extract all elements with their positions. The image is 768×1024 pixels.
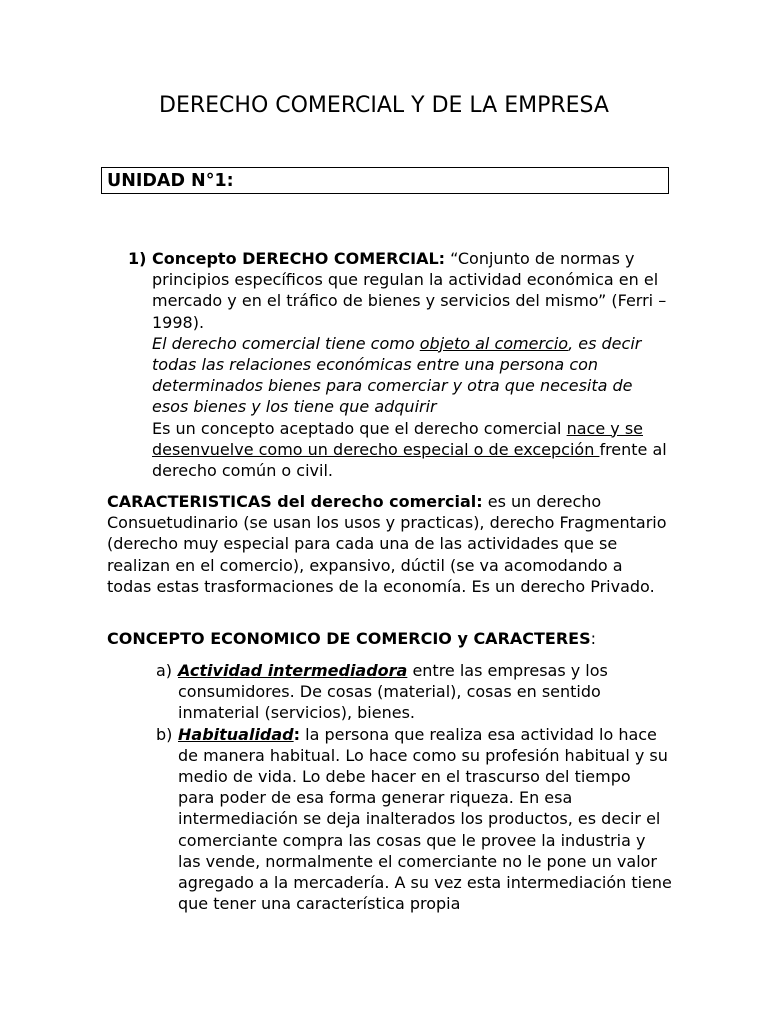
- concept-heading: Concepto DERECHO COMERCIAL:: [152, 249, 446, 268]
- list-item-colon: :: [293, 724, 301, 744]
- concept-definition-text: “Conjunto de normas y principios específicos que regulan la actividad económica en el mercado y en el tráfico de bienes y servicios del mismo” (Ferri – 1998).: [152, 249, 667, 332]
- special-law-text-before: Es un concepto aceptado que el derecho comercial: [152, 418, 567, 438]
- document-title: DERECHO COMERCIAL Y DE LA EMPRESA: [159, 93, 609, 118]
- list-item: [156, 724, 672, 915]
- special-law-paragraph: [152, 418, 672, 482]
- unit-heading: UNIDAD N°1:: [107, 171, 234, 191]
- characters-list: [156, 660, 672, 914]
- economic-concept-heading: [107, 628, 687, 649]
- list-item-text: entre las empresas y los consumidores. De cosas (material), cosas en sentido inmaterial (servicios), bienes.: [178, 661, 608, 723]
- commerce-object-paragraph: [152, 333, 672, 418]
- special-law-text-after: frente al derecho común o civil.: [152, 439, 667, 481]
- special-law-underlined: nace y se desenvuelve como un derecho especial o de excepción: [152, 418, 643, 459]
- list-item-marker: a): [156, 661, 173, 680]
- list-item-text: la persona que realiza esa actividad lo hace de manera habitual. Lo hace como su profesión habitual y su medio de vida. Lo debe hacer en el trascurso del tiempo para poder de esa forma generar riqueza. En esa intermediación se deja inalterados los productos, es decir el comerciante compra las cosas que le provee la industria y las vende, normalmente el comerciante no le pone un valor agregado a la mercadería. A su vez esta intermediación tiene que tener una característica propia: [178, 724, 672, 914]
- list-item-term: Habitualidad: [178, 724, 294, 744]
- unit-heading-box: [101, 167, 669, 194]
- commerce-object-underlined: objeto al comercio: [419, 333, 569, 353]
- list-item: [156, 660, 672, 724]
- list-item-term: Actividad intermediadora: [178, 661, 408, 680]
- economic-concept-heading-text: CONCEPTO ECONOMICO DE COMERCIO y CARACTERES: [107, 629, 591, 648]
- characteristics-heading: CARACTERISTICAS del derecho comercial:: [107, 492, 483, 511]
- commerce-object-text-after: , es decir todas las relaciones económicas entre una persona con determinados bienes para comerciar y otra que necesita de esos bienes y los tiene que adquirir: [152, 333, 642, 417]
- concept-definition: [152, 248, 672, 333]
- list-item-marker: b): [156, 724, 173, 744]
- section-1: [128, 248, 672, 481]
- commerce-object-text-before: El derecho comercial tiene como: [152, 333, 420, 353]
- section-1-number: 1): [128, 249, 147, 268]
- economic-concept-colon: :: [590, 629, 597, 648]
- characteristics-text: es un derecho Consuetudinario (se usan los usos y practicas), derecho Fragmentario (derecho muy especial para cada una de las actividades que se realizan en el comercio), expansivo, dúctil (se va acomodando a todas estas trasformaciones de la economía. Es un derecho Privado.: [107, 492, 667, 596]
- characteristics-paragraph: [107, 491, 667, 597]
